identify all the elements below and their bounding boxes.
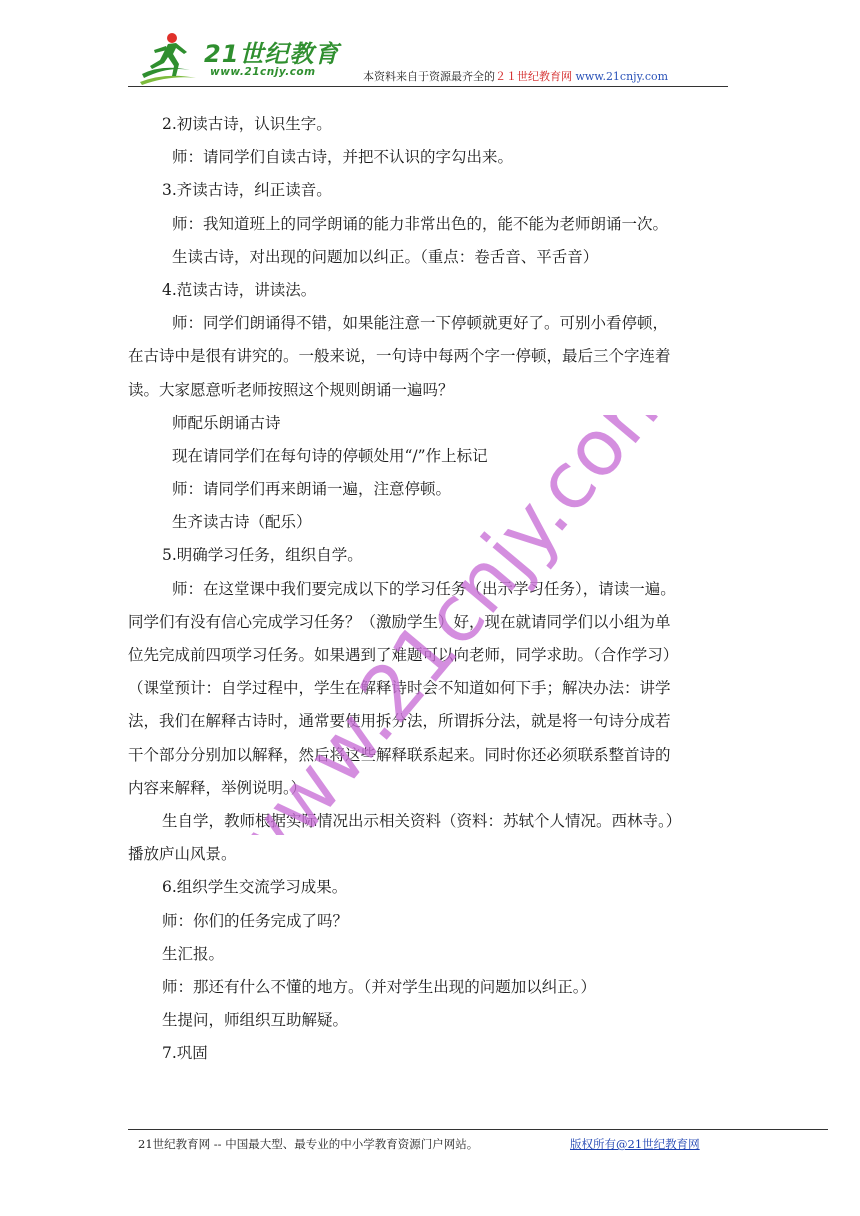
text-line: 师：那还有什么不懂的地方。（并对学生出现的问题加以纠正。） — [162, 977, 597, 996]
tagline-prefix: 本资料来自于资源最齐全的 — [363, 70, 495, 83]
header-tagline — [363, 68, 668, 84]
text-line: 在古诗中是很有讲究的。一般来说，一句诗中每两个字一停顿，最后三个字连着 — [128, 347, 671, 366]
text-line: 位先完成前四项学习任务。如果遇到了难题可以向老师，同学求助。（合作学习） — [128, 646, 679, 664]
watermark-text: www.21cnjy.com — [245, 415, 665, 835]
text-line: 生自学，教师根据实际情况出示相关资料（资料：苏轼个人情况。西林寺。） — [162, 811, 682, 830]
footer-text: 21世纪教育网 -- 中国最大型、最专业的中小学教育资源门户网站。 — [138, 1137, 479, 1151]
logo-brand-text: 21世纪教育 — [204, 40, 340, 68]
text-line: 法，我们在解释古诗时，通常要使用拆分法，所谓拆分法，就是将一句诗分成若 — [128, 712, 671, 731]
page-footer — [138, 1136, 828, 1152]
text-line: 现在请同学们在每句诗的停顿处用“/”作上标记 — [172, 446, 488, 465]
step-heading-7: 7.巩固 — [162, 1044, 208, 1063]
text-line: 生齐读古诗（配乐） — [172, 513, 312, 532]
header-divider — [128, 86, 728, 87]
text-line: 播放庐山风景。 — [128, 845, 237, 864]
text-line: 内容来解释，举例说明。） — [128, 778, 307, 797]
text-line: 师：同学们朗诵得不错，如果能注意一下停顿就更好了。可别小看停顿， — [172, 314, 669, 333]
runner-logo-icon — [138, 30, 200, 86]
text-line: 同学们有没有信心完成学习任务？（激励学生）好，现在就请同学们以小组为单 — [128, 612, 671, 631]
text-line: 生提问，师组织互助解疑。 — [162, 1011, 349, 1030]
document-body — [128, 108, 734, 1070]
step-heading-5: 5.明确学习任务，组织自学。 — [162, 546, 363, 565]
text-line: 师：请同学们自读古诗，并把不认识的字勾出来。 — [172, 148, 514, 167]
tagline-site-name[interactable]: ２１世纪教育网 — [495, 70, 572, 83]
page-header — [128, 26, 728, 88]
text-line: 师：请同学们再来朗诵一遍，注意停顿。 — [172, 480, 452, 499]
text-line: 干个部分分别加以解释，然后将这些解释联系起来。同时你还必须联系整首诗的 — [128, 745, 671, 764]
site-logo[interactable] — [138, 30, 348, 86]
text-line: 师：你们的任务完成了吗？ — [162, 911, 349, 930]
footer-divider — [128, 1129, 828, 1130]
text-line: 师：在这堂课中我们要完成以下的学习任务（出示学习任务），请读一遍。 — [172, 579, 676, 598]
step-heading-2: 2.初读古诗，认识生字。 — [162, 115, 332, 133]
text-line: 师：我知道班上的同学朗诵的能力非常出色的，能不能为老师朗诵一次。 — [172, 214, 669, 233]
tagline-site-url[interactable]: www.21cnjy.com — [575, 70, 669, 83]
copyright-link[interactable]: 版权所有@21世纪教育网 — [570, 1137, 700, 1151]
text-line: 生读古诗，对出现的问题加以纠正。（重点：卷舌音、平舌音） — [172, 247, 599, 266]
step-heading-3: 3.齐读古诗，纠正读音。 — [162, 181, 332, 200]
logo-url-text: www.21cnjy.com — [210, 66, 316, 78]
step-heading-6: 6.组织学生交流学习成果。 — [162, 878, 348, 897]
text-line: 生汇报。 — [162, 944, 225, 963]
text-line: 读。大家愿意听老师按照这个规则朗诵一遍吗？ — [128, 380, 454, 399]
step-heading-4: 4.范读古诗，讲读法。 — [162, 280, 317, 299]
text-line: （课堂预计：自学过程中，学生在解释诗时会不知道如何下手；解决办法：讲学 — [128, 679, 671, 698]
text-line: 师配乐朗诵古诗 — [172, 413, 281, 432]
